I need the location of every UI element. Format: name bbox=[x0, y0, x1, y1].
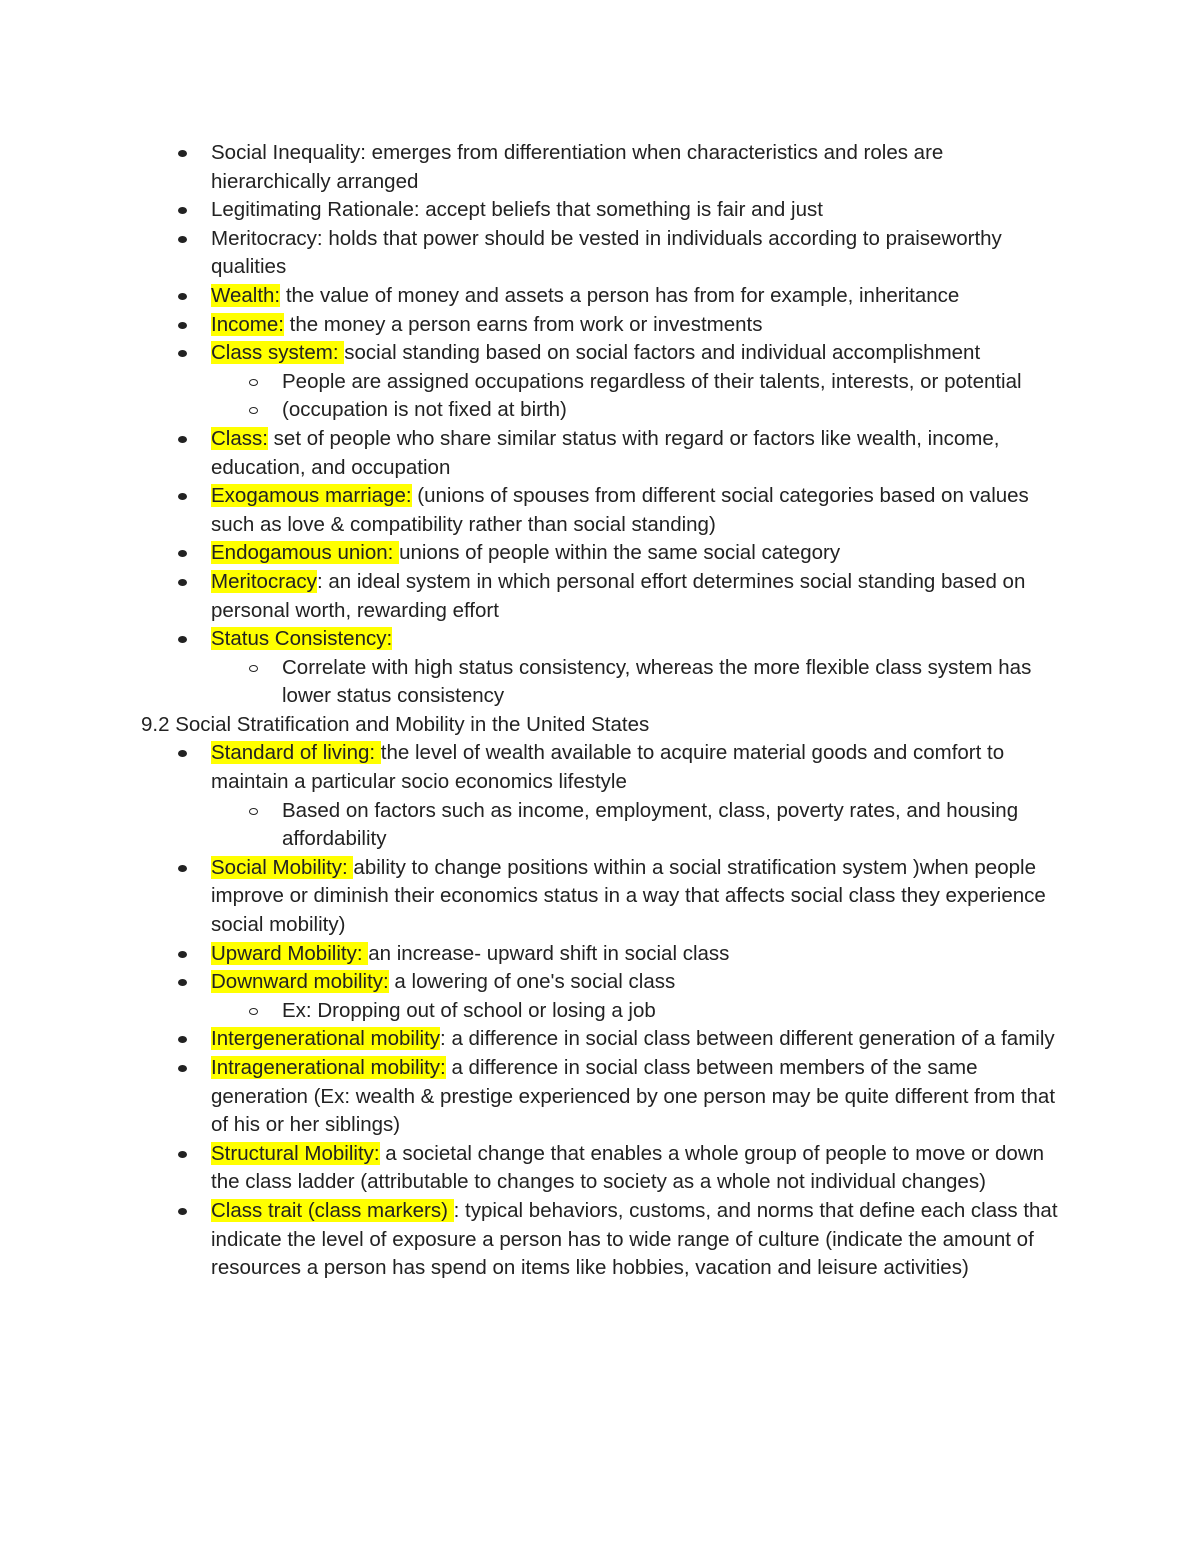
list-item bbox=[0, 311, 1063, 340]
highlighted-term: Downward mobility: bbox=[211, 970, 389, 994]
list-item bbox=[0, 739, 1063, 796]
list-item bbox=[0, 968, 1063, 997]
item-text: Based on factors such as income, employment, class, poverty rates, and housing affordability bbox=[282, 798, 1019, 851]
sub-list-item bbox=[0, 997, 1063, 1026]
item-text: (occupation is not fixed at birth) bbox=[282, 398, 567, 422]
hollow-bullet-icon bbox=[249, 808, 258, 815]
filled-bullet-icon bbox=[178, 150, 187, 157]
item-text: the level of wealth available to acquire material goods and comfort to maintain a particular socio economics lifestyle bbox=[211, 741, 1005, 794]
filled-bullet-icon bbox=[178, 293, 187, 300]
item-text: Social Inequality: emerges from differentiation when characteristics and roles are hierarchically arranged bbox=[211, 141, 944, 193]
highlighted-term: Class: bbox=[211, 426, 268, 450]
list-item bbox=[0, 854, 1063, 940]
filled-bullet-icon bbox=[178, 1065, 187, 1072]
item-text: the money a person earns from work or investments bbox=[283, 312, 763, 336]
filled-bullet-icon bbox=[178, 579, 187, 586]
notes-list bbox=[0, 139, 1200, 1283]
highlighted-term: Class trait (class markers) bbox=[211, 1198, 454, 1222]
list-item bbox=[0, 1054, 1063, 1140]
highlighted-term: Income: bbox=[211, 312, 284, 336]
highlighted-term: Standard of living: bbox=[211, 741, 381, 765]
list-item bbox=[0, 1025, 1063, 1054]
list-item bbox=[0, 425, 1063, 482]
item-text: unions of people within the same social category bbox=[399, 541, 841, 565]
filled-bullet-icon bbox=[178, 322, 187, 329]
sub-list-item bbox=[0, 797, 1063, 854]
sub-list-item bbox=[0, 396, 1063, 425]
filled-bullet-icon bbox=[178, 1151, 187, 1158]
item-text: Correlate with high status consistency, whereas the more flexible class system has lower status consistency bbox=[282, 655, 1032, 708]
item-text: Ex: Dropping out of school or losing a job bbox=[282, 998, 656, 1022]
sub-list-item bbox=[0, 368, 1063, 397]
highlighted-term: Status Consistency: bbox=[211, 627, 393, 651]
list-item bbox=[0, 225, 1063, 282]
item-text: People are assigned occupations regardless of their talents, interests, or potential bbox=[282, 369, 1022, 393]
section-heading bbox=[0, 711, 1063, 740]
item-text: : typical behaviors, customs, and norms that define each class that indicate the level of exposure a person has to wide range of culture (indicate the amount of resources a person has spend on items like hobbies, vacation and leisure activities) bbox=[211, 1198, 1058, 1280]
list-item bbox=[0, 196, 1063, 225]
filled-bullet-icon bbox=[178, 979, 187, 986]
highlighted-term: Wealth: bbox=[211, 283, 281, 307]
list-item bbox=[0, 1140, 1063, 1197]
filled-bullet-icon bbox=[178, 236, 187, 243]
filled-bullet-icon bbox=[178, 636, 187, 643]
hollow-bullet-icon bbox=[249, 1008, 258, 1015]
filled-bullet-icon bbox=[178, 750, 187, 757]
highlighted-term: Social Mobility: bbox=[211, 855, 354, 879]
item-text: social standing based on social factors and individual accomplishment bbox=[344, 341, 981, 365]
item-text: a difference in social class between members of the same generation (Ex: wealth & prestige experienced by one person may be quite different from that of his or her siblings) bbox=[211, 1056, 1056, 1137]
item-text: Legitimating Rationale: accept beliefs that something is fair and just bbox=[211, 198, 823, 222]
list-item bbox=[0, 539, 1063, 568]
item-text: a societal change that enables a whole group of people to move or down the class ladder (attributable to changes to society as a whole not individual changes) bbox=[211, 1141, 1045, 1194]
filled-bullet-icon bbox=[178, 1036, 187, 1043]
highlighted-term: Class system: bbox=[211, 341, 345, 365]
list-item bbox=[0, 282, 1063, 311]
list-item bbox=[0, 940, 1063, 969]
hollow-bullet-icon bbox=[249, 665, 258, 672]
filled-bullet-icon bbox=[178, 865, 187, 872]
filled-bullet-icon bbox=[178, 350, 187, 357]
highlighted-term: Upward Mobility: bbox=[211, 941, 369, 965]
item-text: (unions of spouses from different social categories based on values such as love & compatibility rather than social standing) bbox=[211, 484, 1029, 536]
highlighted-term: Intragenerational mobility: bbox=[211, 1056, 446, 1079]
filled-bullet-icon bbox=[178, 1208, 187, 1215]
item-text: an increase- upward shift in social class bbox=[368, 941, 730, 965]
item-text: a lowering of one's social class bbox=[388, 970, 676, 994]
highlighted-term: Intergenerational mobility bbox=[211, 1027, 441, 1051]
item-text: 9.2 Social Stratification and Mobility in the United States bbox=[141, 712, 650, 736]
filled-bullet-icon bbox=[178, 493, 187, 500]
list-item bbox=[0, 139, 1063, 196]
list-item bbox=[0, 339, 1063, 368]
item-text: the value of money and assets a person has from for example, inheritance bbox=[280, 283, 960, 307]
item-text: Meritocracy: holds that power should be vested in individuals according to praiseworthy qualities bbox=[211, 226, 1002, 279]
list-item bbox=[0, 482, 1063, 539]
sub-list-item bbox=[0, 654, 1063, 711]
filled-bullet-icon bbox=[178, 207, 187, 214]
list-item bbox=[0, 1197, 1063, 1283]
list-item bbox=[0, 625, 1063, 654]
filled-bullet-icon bbox=[178, 951, 187, 958]
hollow-bullet-icon bbox=[249, 407, 258, 414]
filled-bullet-icon bbox=[178, 436, 187, 443]
item-text: set of people who share similar status with regard or factors like wealth, income, education, and occupation bbox=[211, 426, 1000, 479]
highlighted-term: Endogamous union: bbox=[211, 541, 400, 565]
item-text: : a difference in social class between different generation of a family bbox=[440, 1027, 1055, 1051]
filled-bullet-icon bbox=[178, 550, 187, 557]
hollow-bullet-icon bbox=[249, 379, 258, 386]
item-text: : an ideal system in which personal effort determines social standing based on personal worth, rewarding effort bbox=[211, 569, 1026, 622]
highlighted-term: Exogamous marriage: bbox=[211, 484, 412, 508]
list-item bbox=[0, 568, 1063, 625]
item-text: ability to change positions within a social stratification system )when people improve or diminish their economics status in a way that affects social class they experience social mobility) bbox=[211, 855, 1046, 937]
highlighted-term: Structural Mobility: bbox=[211, 1141, 380, 1165]
highlighted-term: Meritocracy bbox=[211, 569, 317, 593]
